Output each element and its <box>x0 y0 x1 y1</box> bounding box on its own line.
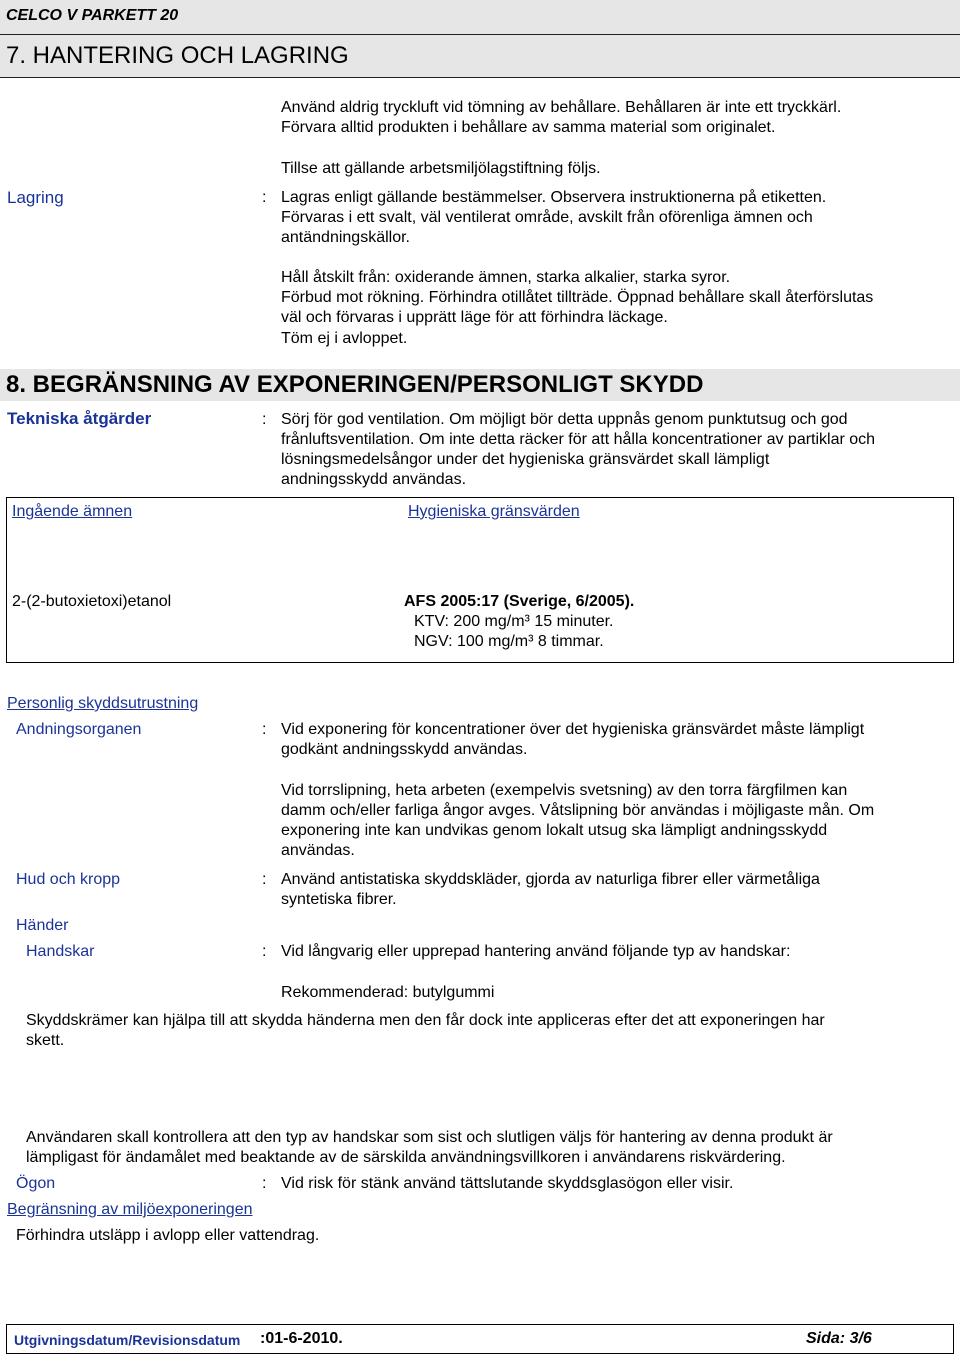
technical-line-1: Sörj för god ventilation. Om möjligt bör detta uppnås genom punktutsug och god <box>281 411 848 428</box>
ppe-title: Personlig skyddsutrustning <box>7 695 199 712</box>
storage-line-4: Håll åtskilt från: oxiderande ämnen, starka alkalier, starka syror. <box>281 269 731 286</box>
gloves-label: Handskar <box>26 943 95 960</box>
storage-line-5: Förbud mot rökning. Förhindra otillåtet tillträde. Öppnad behållare skall återförslutas <box>281 289 874 306</box>
storage-line-3: antändningskällor. <box>281 229 410 246</box>
respiratory-line-6: användas. <box>281 842 355 859</box>
handling-line-1: Använd aldrig tryckluft vid tömning av behållare. Behållaren är inte ett tryckkärl. <box>281 99 842 116</box>
storage-line-6: väl och förvaras i upprätt läge för att förhindra läckage. <box>281 309 668 326</box>
section-7-heading <box>0 34 960 78</box>
technical-line-4: andningsskydd användas. <box>281 471 467 488</box>
hands-label: Händer <box>16 917 69 934</box>
cream-line-2: skett. <box>26 1032 65 1049</box>
technical-line-3: lösningsmedelsångor under det hygieniska gränsvärdet skall lämpligt <box>281 451 770 468</box>
skin-line-1: Använd antistatiska skyddskläder, gjorda av naturliga fibrer eller värmetåliga <box>281 871 820 888</box>
footer-page-number: Sida: 3/6 <box>806 1330 872 1347</box>
user-line-1: Användaren skall kontrollera att den typ av handskar som sist och slutligen väljs för hantering av denna produkt är <box>26 1129 833 1146</box>
technical-line-2: frånluftsventilation. Om inte detta räcker för att hålla koncentrationer av partiklar och <box>281 431 876 448</box>
respiratory-line-1: Vid exponering för koncentrationer över det hygieniska gränsvärdet måste lämpligt <box>281 721 865 738</box>
table-limit-title: AFS 2005:17 (Sverige, 6/2005). <box>404 593 635 610</box>
storage-label: Lagring <box>7 188 64 207</box>
storage-colon: : <box>262 189 267 206</box>
footer-date-label: Utgivningsdatum/Revisionsdatum <box>14 1332 241 1348</box>
table-header-ingredients: Ingående ämnen <box>12 503 133 520</box>
table-limit-ktv: KTV: 200 mg/m³ 15 minuter. <box>414 613 614 630</box>
gloves-line: Vid långvarig eller upprepad hantering använd följande typ av handskar: <box>281 943 791 960</box>
cream-line-1: Skyddskrämer kan hjälpa till att skydda händerna men den får dock inte appliceras efter det att exponeringen har <box>26 1012 825 1029</box>
handling-line-3: Tillse att gällande arbetsmiljölagstiftning följs. <box>281 160 601 177</box>
respiratory-line-5: exponering inte kan undvikas genom lokalt utsug ska lämpligt andningsskydd <box>281 822 828 839</box>
handling-line-2: Förvara alltid produkten i behållare av samma material som originalet. <box>281 119 776 136</box>
user-line-2: lämpligast för ändamålet med beaktande av de särskilda användningsvillkoren i användarens riskvärdering. <box>26 1149 786 1166</box>
storage-line-7: Töm ej i avloppet. <box>281 330 408 347</box>
respiratory-colon: : <box>262 721 267 738</box>
environment-title: Begränsning av miljöexponeringen <box>7 1201 253 1218</box>
footer-date-value: :01-6-2010. <box>260 1330 343 1347</box>
respiratory-line-2: godkänt andningsskydd användas. <box>281 741 528 758</box>
section-8-heading <box>0 369 960 401</box>
environment-line: Förhindra utsläpp i avlopp eller vattendrag. <box>16 1227 320 1244</box>
respiratory-line-3: Vid torrslipning, heta arbeten (exempelvis svetsning) av den torra färgfilmen kan <box>281 782 848 799</box>
eyes-line: Vid risk för stänk använd tättslutande skyddsglasögon eller visir. <box>281 1175 734 1192</box>
gloves-recommended: Rekommenderad: butylgummi <box>281 984 495 1001</box>
technical-colon: : <box>262 411 267 428</box>
skin-line-2: syntetiska fibrer. <box>281 891 397 908</box>
section-7-title: 7. HANTERING OCH LAGRING <box>6 42 349 69</box>
document-title: CELCO V PARKETT 20 <box>6 7 179 24</box>
table-substance: 2-(2-butoxietoxi)etanol <box>12 593 172 610</box>
respiratory-line-4: damm och/eller farliga ångor avges. Våtslipning bör användas i möjligaste mån. Om <box>281 802 875 819</box>
gloves-colon: : <box>262 943 267 960</box>
eyes-colon: : <box>262 1175 267 1192</box>
table-header-limits: Hygieniska gränsvärden <box>408 503 580 520</box>
section-8-title: 8. BEGRÄNSNING AV EXPONERINGEN/PERSONLIGT SKYDD <box>6 371 704 398</box>
storage-line-2: Förvaras i ett svalt, väl ventilerat område, avskilt från oförenliga ämnen och <box>281 209 813 226</box>
technical-measures-label: Tekniska åtgärder <box>7 409 152 428</box>
eyes-label: Ögon <box>16 1175 56 1192</box>
skin-label: Hud och kropp <box>16 871 121 888</box>
skin-colon: : <box>262 871 267 888</box>
table-limit-ngv: NGV: 100 mg/m³ 8 timmar. <box>414 633 604 650</box>
storage-line-1: Lagras enligt gällande bestämmelser. Observera instruktionerna på etiketten. <box>281 189 827 206</box>
respiratory-label: Andningsorganen <box>16 721 142 738</box>
